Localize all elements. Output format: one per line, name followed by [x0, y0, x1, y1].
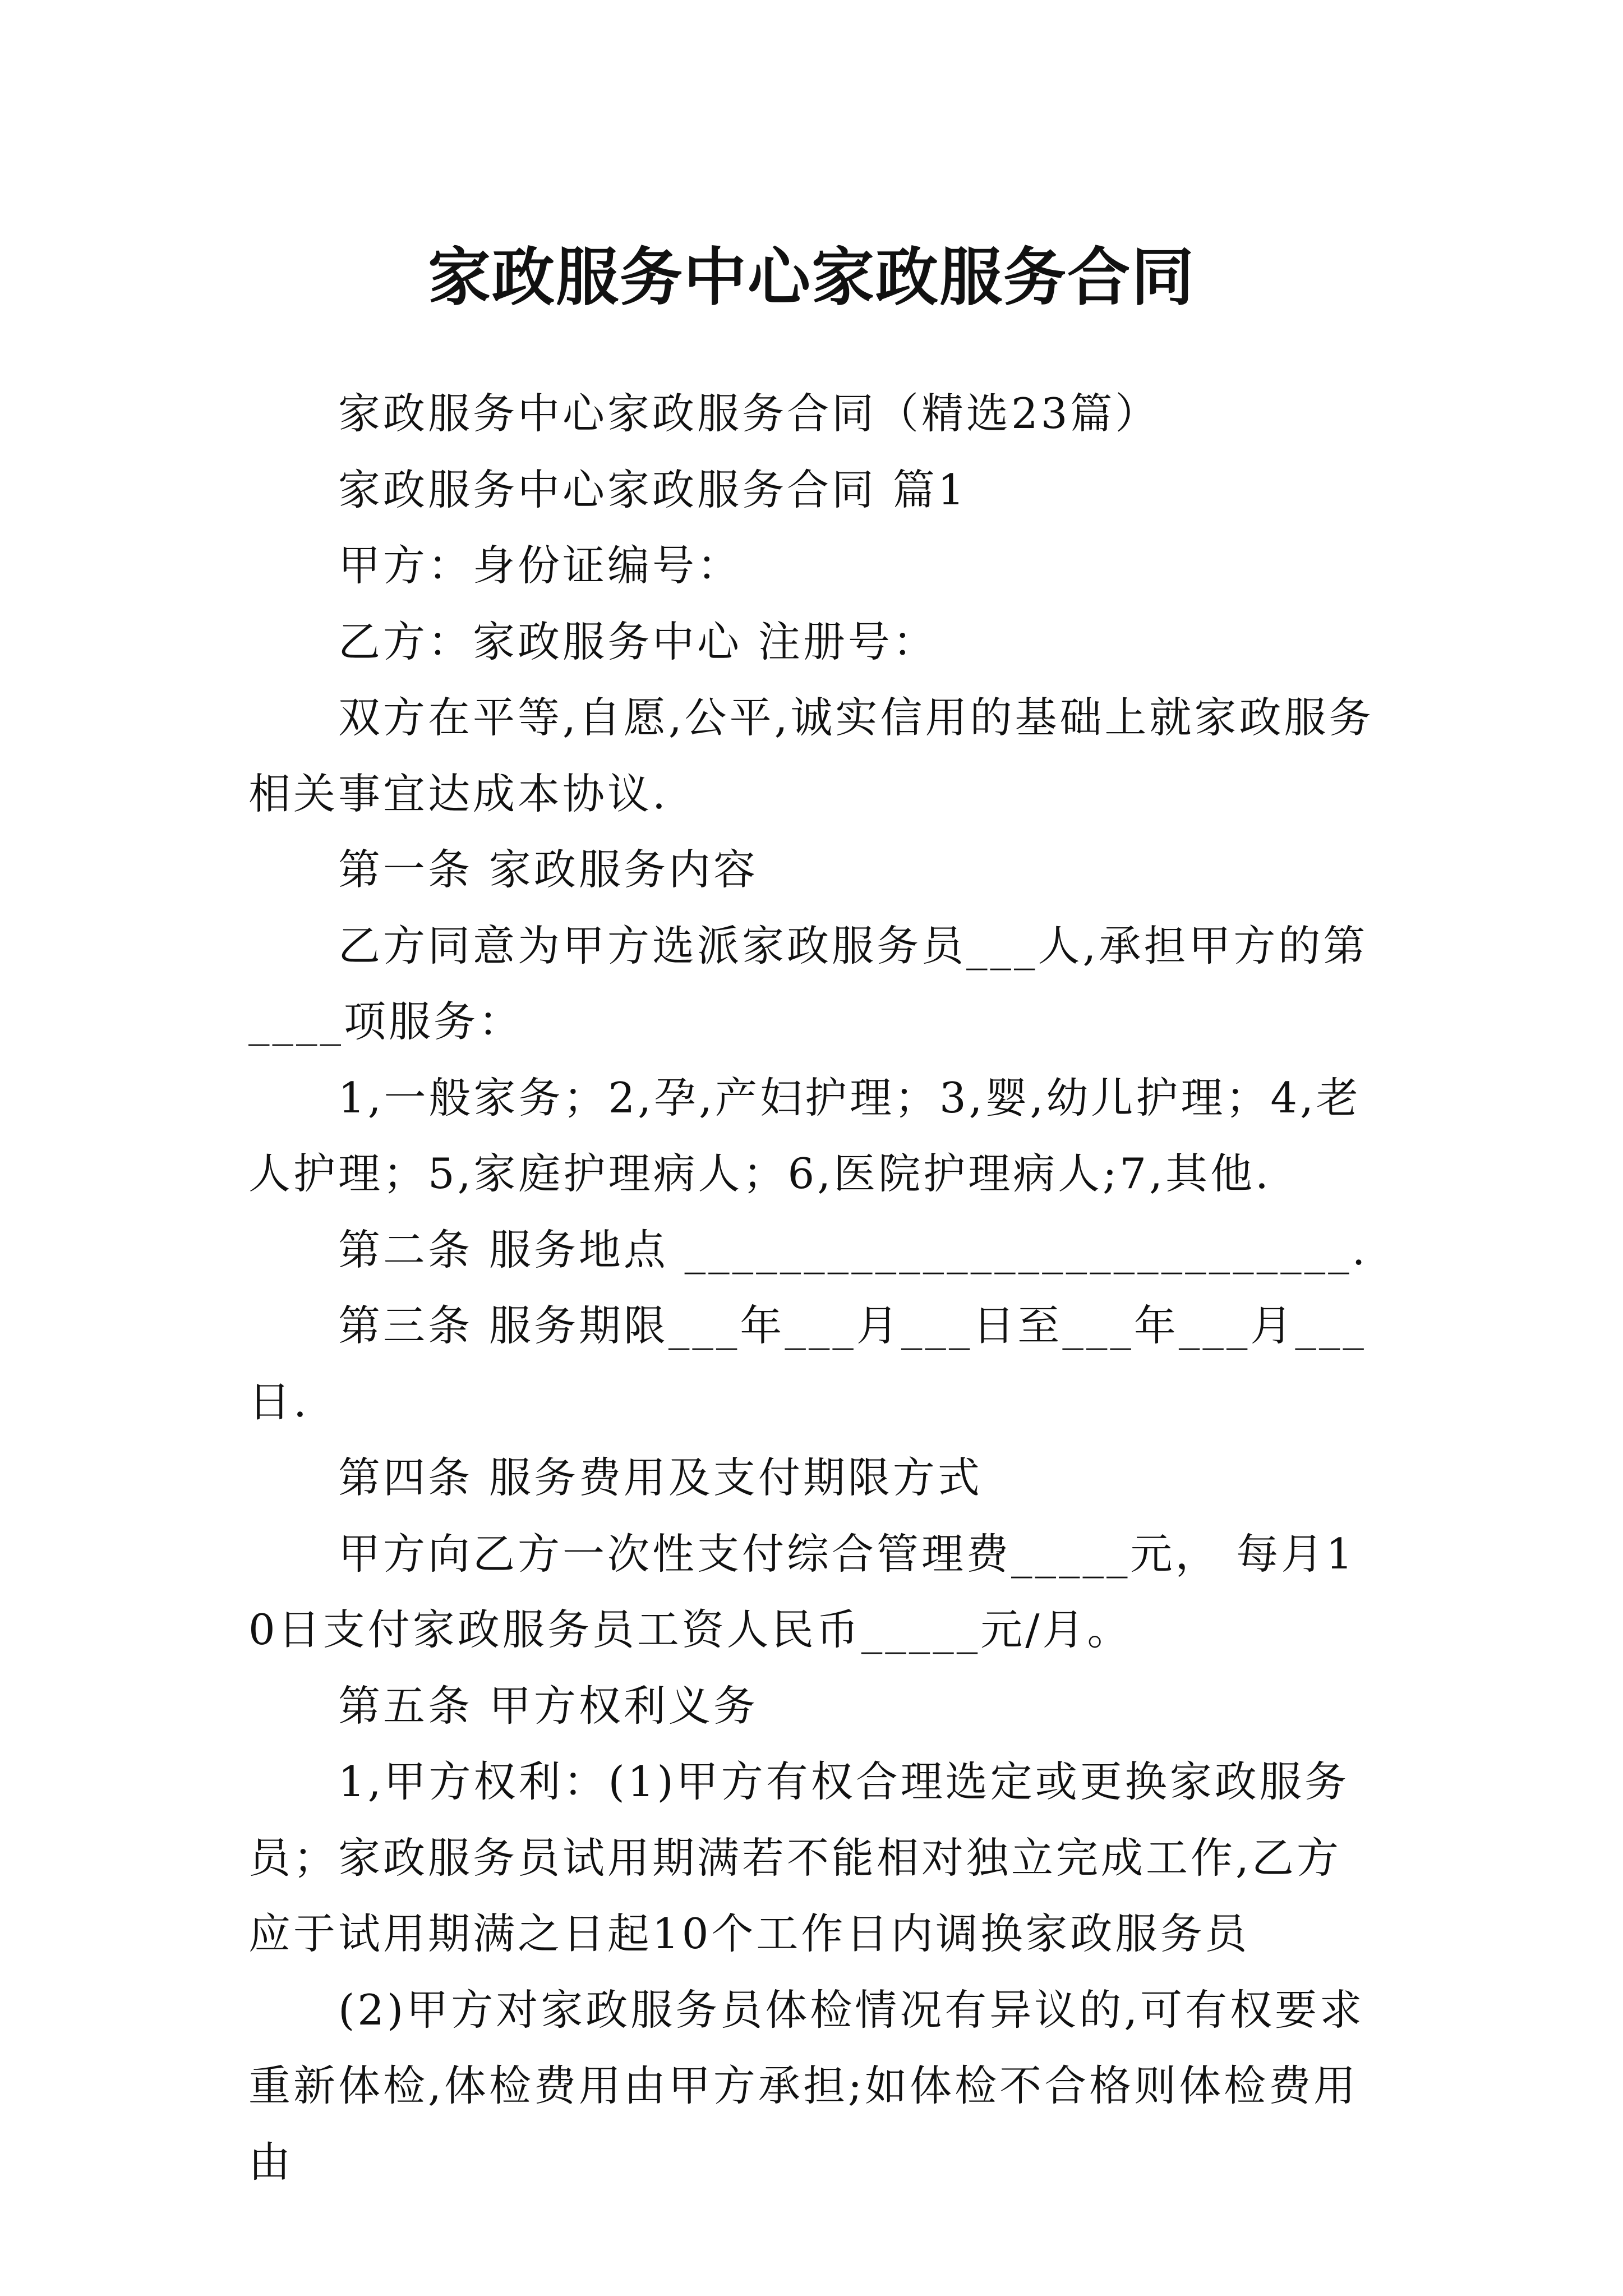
- article-1-body: 乙方同意为甲方选派家政服务员___人,承担甲方的第____项服务：: [248, 921, 1368, 1046]
- article-5-rights-2: (2)甲方对家政服务员体检情况有异议的,可有权要求重新体检,体检费用由甲方承担;如体检不合格则体检费用由: [248, 1985, 1365, 2187]
- document-title: 家政服务中心家政服务合同: [428, 241, 1195, 315]
- paragraph-section-heading: 家政服务中心家政服务合同 篇1: [338, 464, 967, 514]
- article-4-body: 甲方向乙方一次性支付综合管理费_____元， 每月10日支付家政服务员工资人民币_____元/月。: [248, 1529, 1356, 1654]
- article-1-service-list: 1,一般家务；2,孕,产妇护理；3,婴,幼儿护理；4,老人护理；5,家庭护理病人；6,医院护理病人;7,其他.: [248, 1073, 1361, 1198]
- paragraph-preamble: 双方在平等,自愿,公平,诚实信用的基础上就家政服务相关事宜达成本协议.: [248, 693, 1374, 818]
- paragraph-subtitle: 家政服务中心家政服务合同（精选23篇）: [338, 389, 1160, 438]
- paragraph-party-a: 甲方：身份证编号：: [338, 541, 743, 590]
- article-4-heading: 第四条 服务费用及支付期限方式: [338, 1453, 983, 1502]
- article-3-term: 第三条 服务期限___年___月___日至___年___月___日.: [248, 1301, 1367, 1427]
- article-1-heading: 第一条 家政服务内容: [338, 845, 758, 894]
- document-body: [248, 376, 1384, 2200]
- paragraph-party-b: 乙方：家政服务中心 注册号：: [338, 616, 938, 666]
- article-5-rights-1: 1,甲方权利：(1)甲方有权合理选定或更换家政服务员；家政服务员试用期满若不能相对独立完成工作,乙方应于试用期满之日起10个工作日内调换家政服务员: [248, 1757, 1349, 1958]
- article-5-heading: 第五条 甲方权利义务: [338, 1681, 758, 1731]
- article-2-location: 第二条 服务地点 ____________________________.: [338, 1225, 1368, 1274]
